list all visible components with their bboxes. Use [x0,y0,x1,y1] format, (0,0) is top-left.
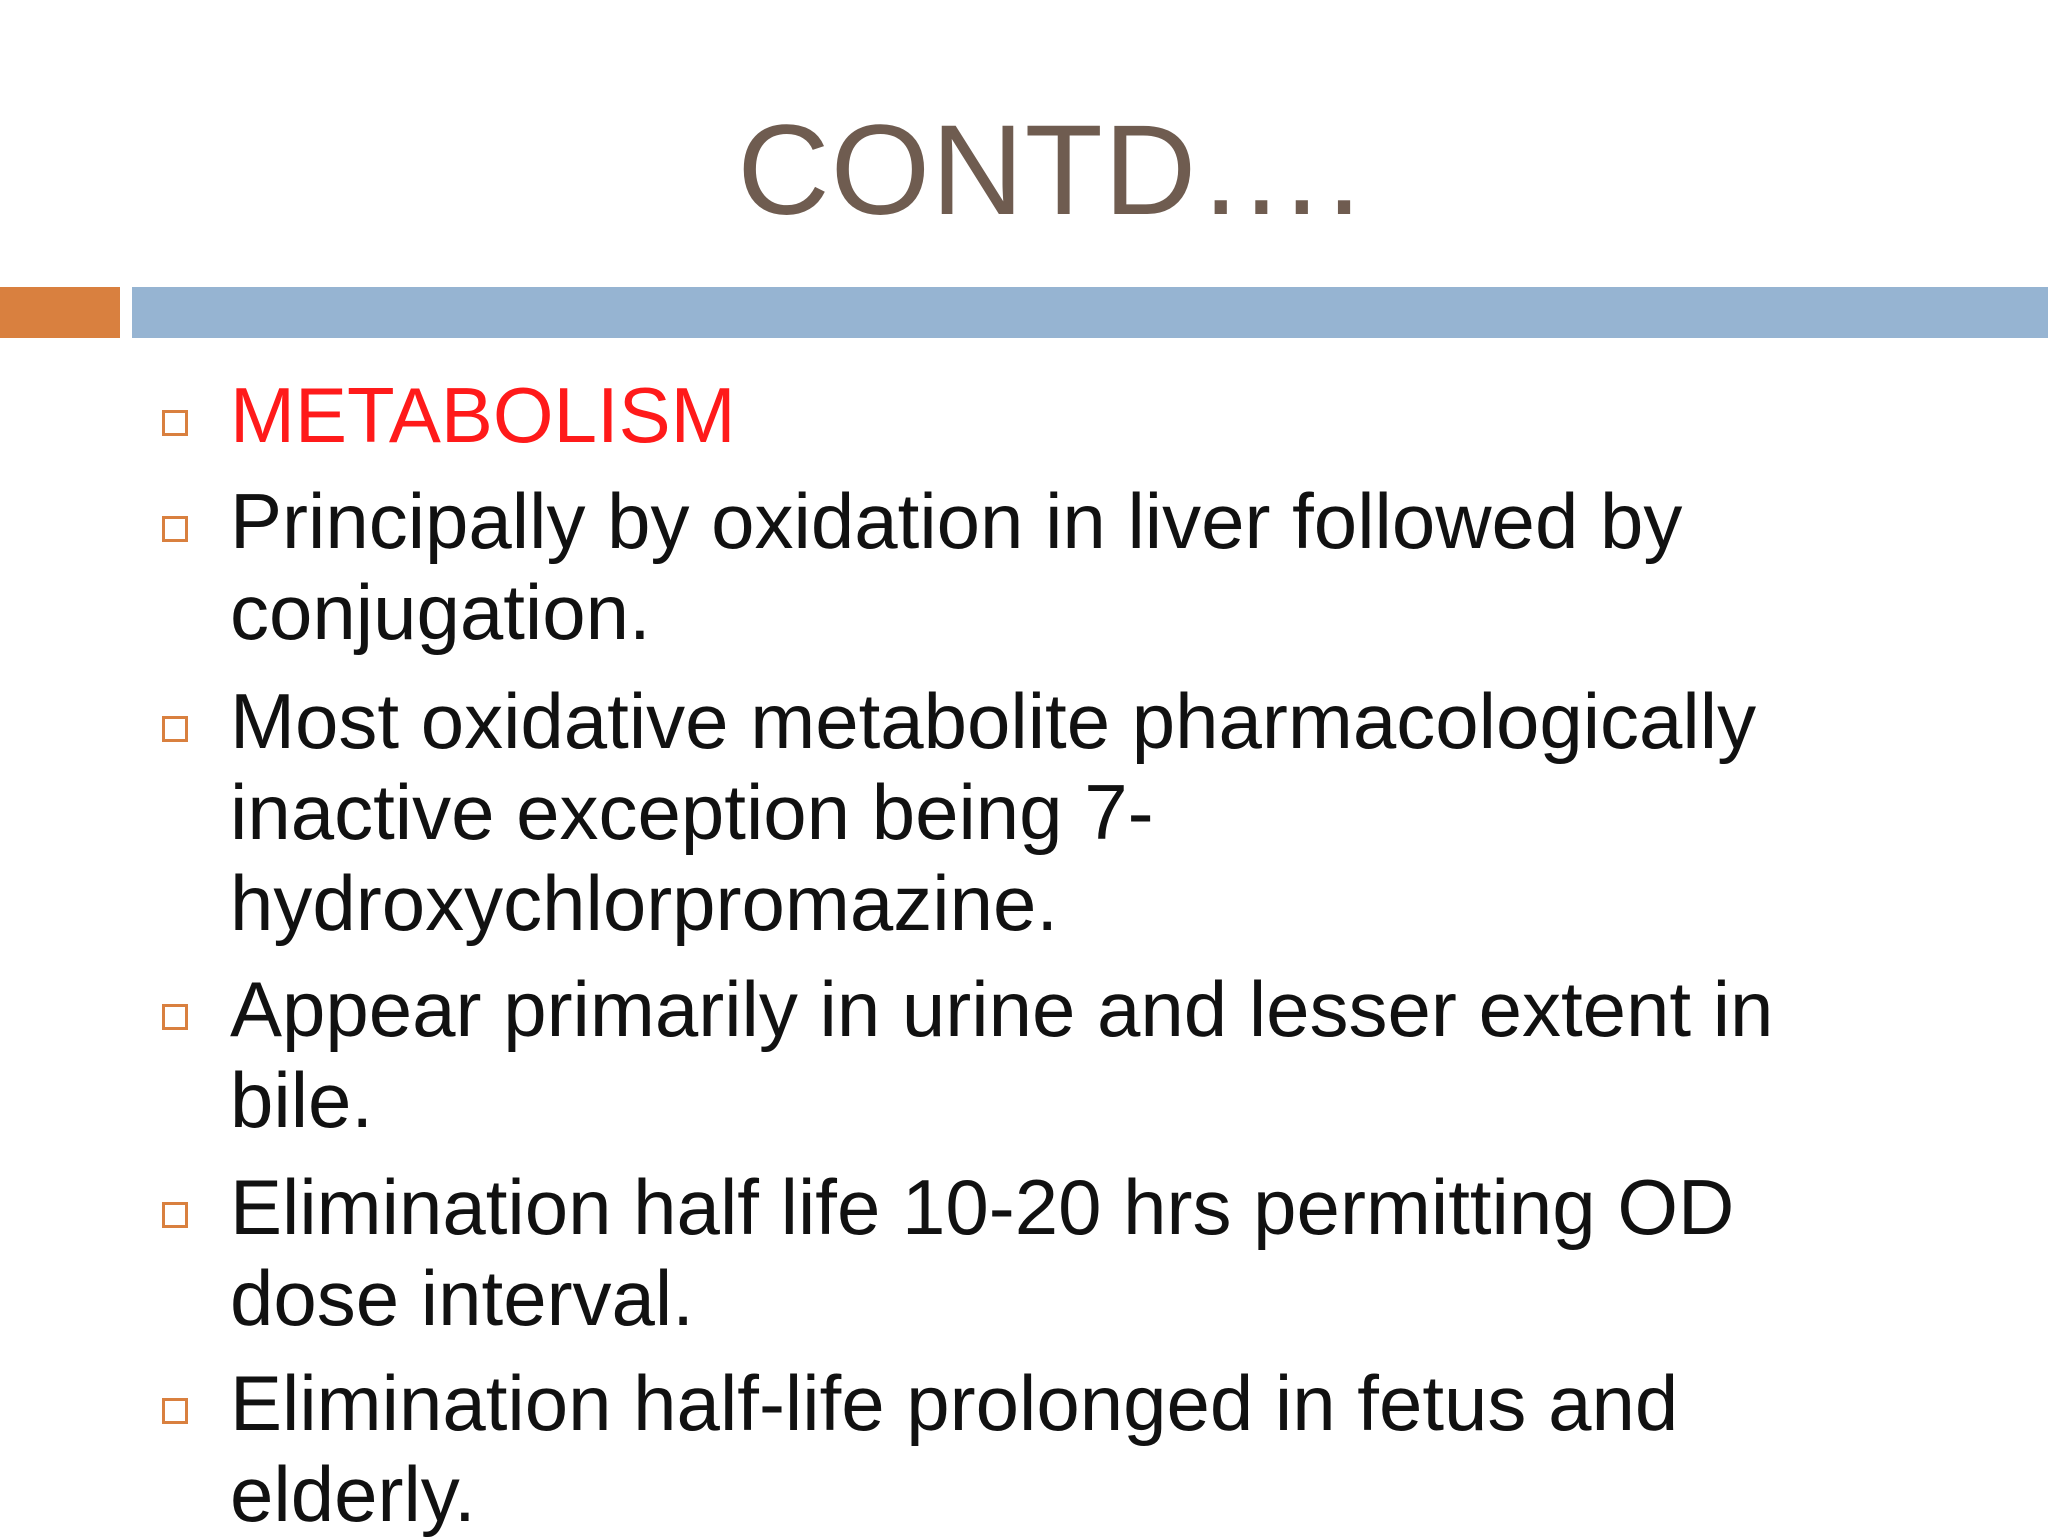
list-item-text: Principally by oxidation in liver followed by conjugation. [230,477,1683,656]
list-item-text: Elimination half life 10-20 hrs permitting OD dose interval. [230,1163,1735,1342]
accent-bar [0,287,120,338]
hollow-square-bullet-icon [162,1004,188,1030]
list-item-text: Appear primarily in urine and lesser extent in bile. [230,965,1774,1144]
hollow-square-bullet-icon [162,410,188,436]
list-item-text: Elimination half-life prolonged in fetus and elderly. [230,1359,1679,1538]
section-heading: METABOLISM [230,371,736,459]
divider-bar [132,287,2048,338]
hollow-square-bullet-icon [162,716,188,742]
slide-title: CONTD…. [737,99,1363,242]
hollow-square-bullet-icon [162,1398,188,1424]
list-item-text: Most oxidative metabolite pharmacologically inactive exception being 7- hydroxychlorpromazine. [230,677,1757,947]
hollow-square-bullet-icon [162,516,188,542]
hollow-square-bullet-icon [162,1202,188,1228]
